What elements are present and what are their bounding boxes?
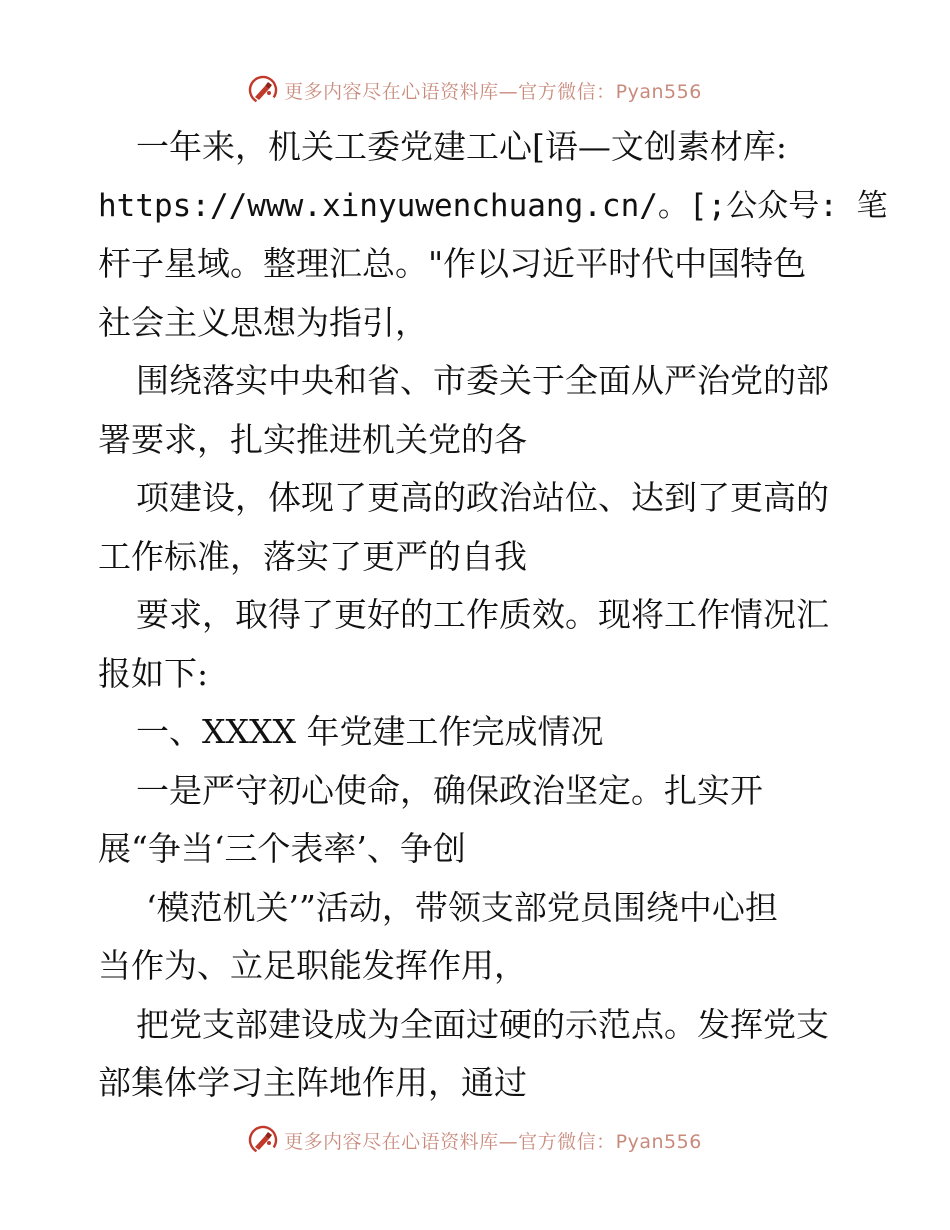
- body-line: 围绕落实中央和省、市委关于全面从严治党的部: [136, 361, 829, 400]
- body-line: 报如下:: [98, 653, 209, 693]
- document-body: [98, 118, 888, 1113]
- body-line: 一是严守初心使命，确保政治坚定。扎实开: [136, 770, 763, 810]
- footer-banner: [0, 1120, 950, 1160]
- body-line: 把党支部建设成为全面过硬的示范点。发挥党支: [136, 1004, 829, 1044]
- body-line: 杆子星域。整理汇总。"作以习近平时代中国特色: [98, 244, 807, 283]
- body-line: 一年来，机关工委党建工心[语—文创素材库:: [136, 127, 787, 166]
- body-line: 展“争当‘三个表率’、争创: [98, 829, 466, 868]
- body-line: 署要求，扎实推进机关党的各: [98, 419, 527, 459]
- section-heading: 一、XXXX 年党建工作完成情况: [136, 712, 604, 751]
- body-line: 当作为、立足职能发挥作用，: [98, 946, 527, 985]
- body-line: 社会主义思想为指引，: [98, 302, 428, 342]
- body-line: 要求，取得了更好的工作质效。现将工作情况汇: [136, 595, 829, 634]
- footer-banner-text: 更多内容尽在心语资料库—官方微信：Pyan556: [284, 1130, 702, 1153]
- pen-seal-logo-icon: [248, 1125, 278, 1155]
- pen-seal-logo-icon: [248, 75, 278, 105]
- body-line: 部集体学习主阵地作用，通过: [98, 1063, 527, 1102]
- body-line: ‘模范机关’”活动，带领支部党员围绕中心担: [146, 887, 778, 927]
- header-banner-text: 更多内容尽在心语资料库—官方微信：Pyan556: [284, 80, 702, 103]
- body-line: https://www.xinyuwenchuang.cn/。[;公众号: 笔: [98, 187, 888, 224]
- body-line: 工作标准，落实了更严的自我: [98, 536, 527, 576]
- body-line: 项建设，体现了更高的政治站位、达到了更高的: [136, 478, 829, 517]
- header-banner: [0, 70, 950, 110]
